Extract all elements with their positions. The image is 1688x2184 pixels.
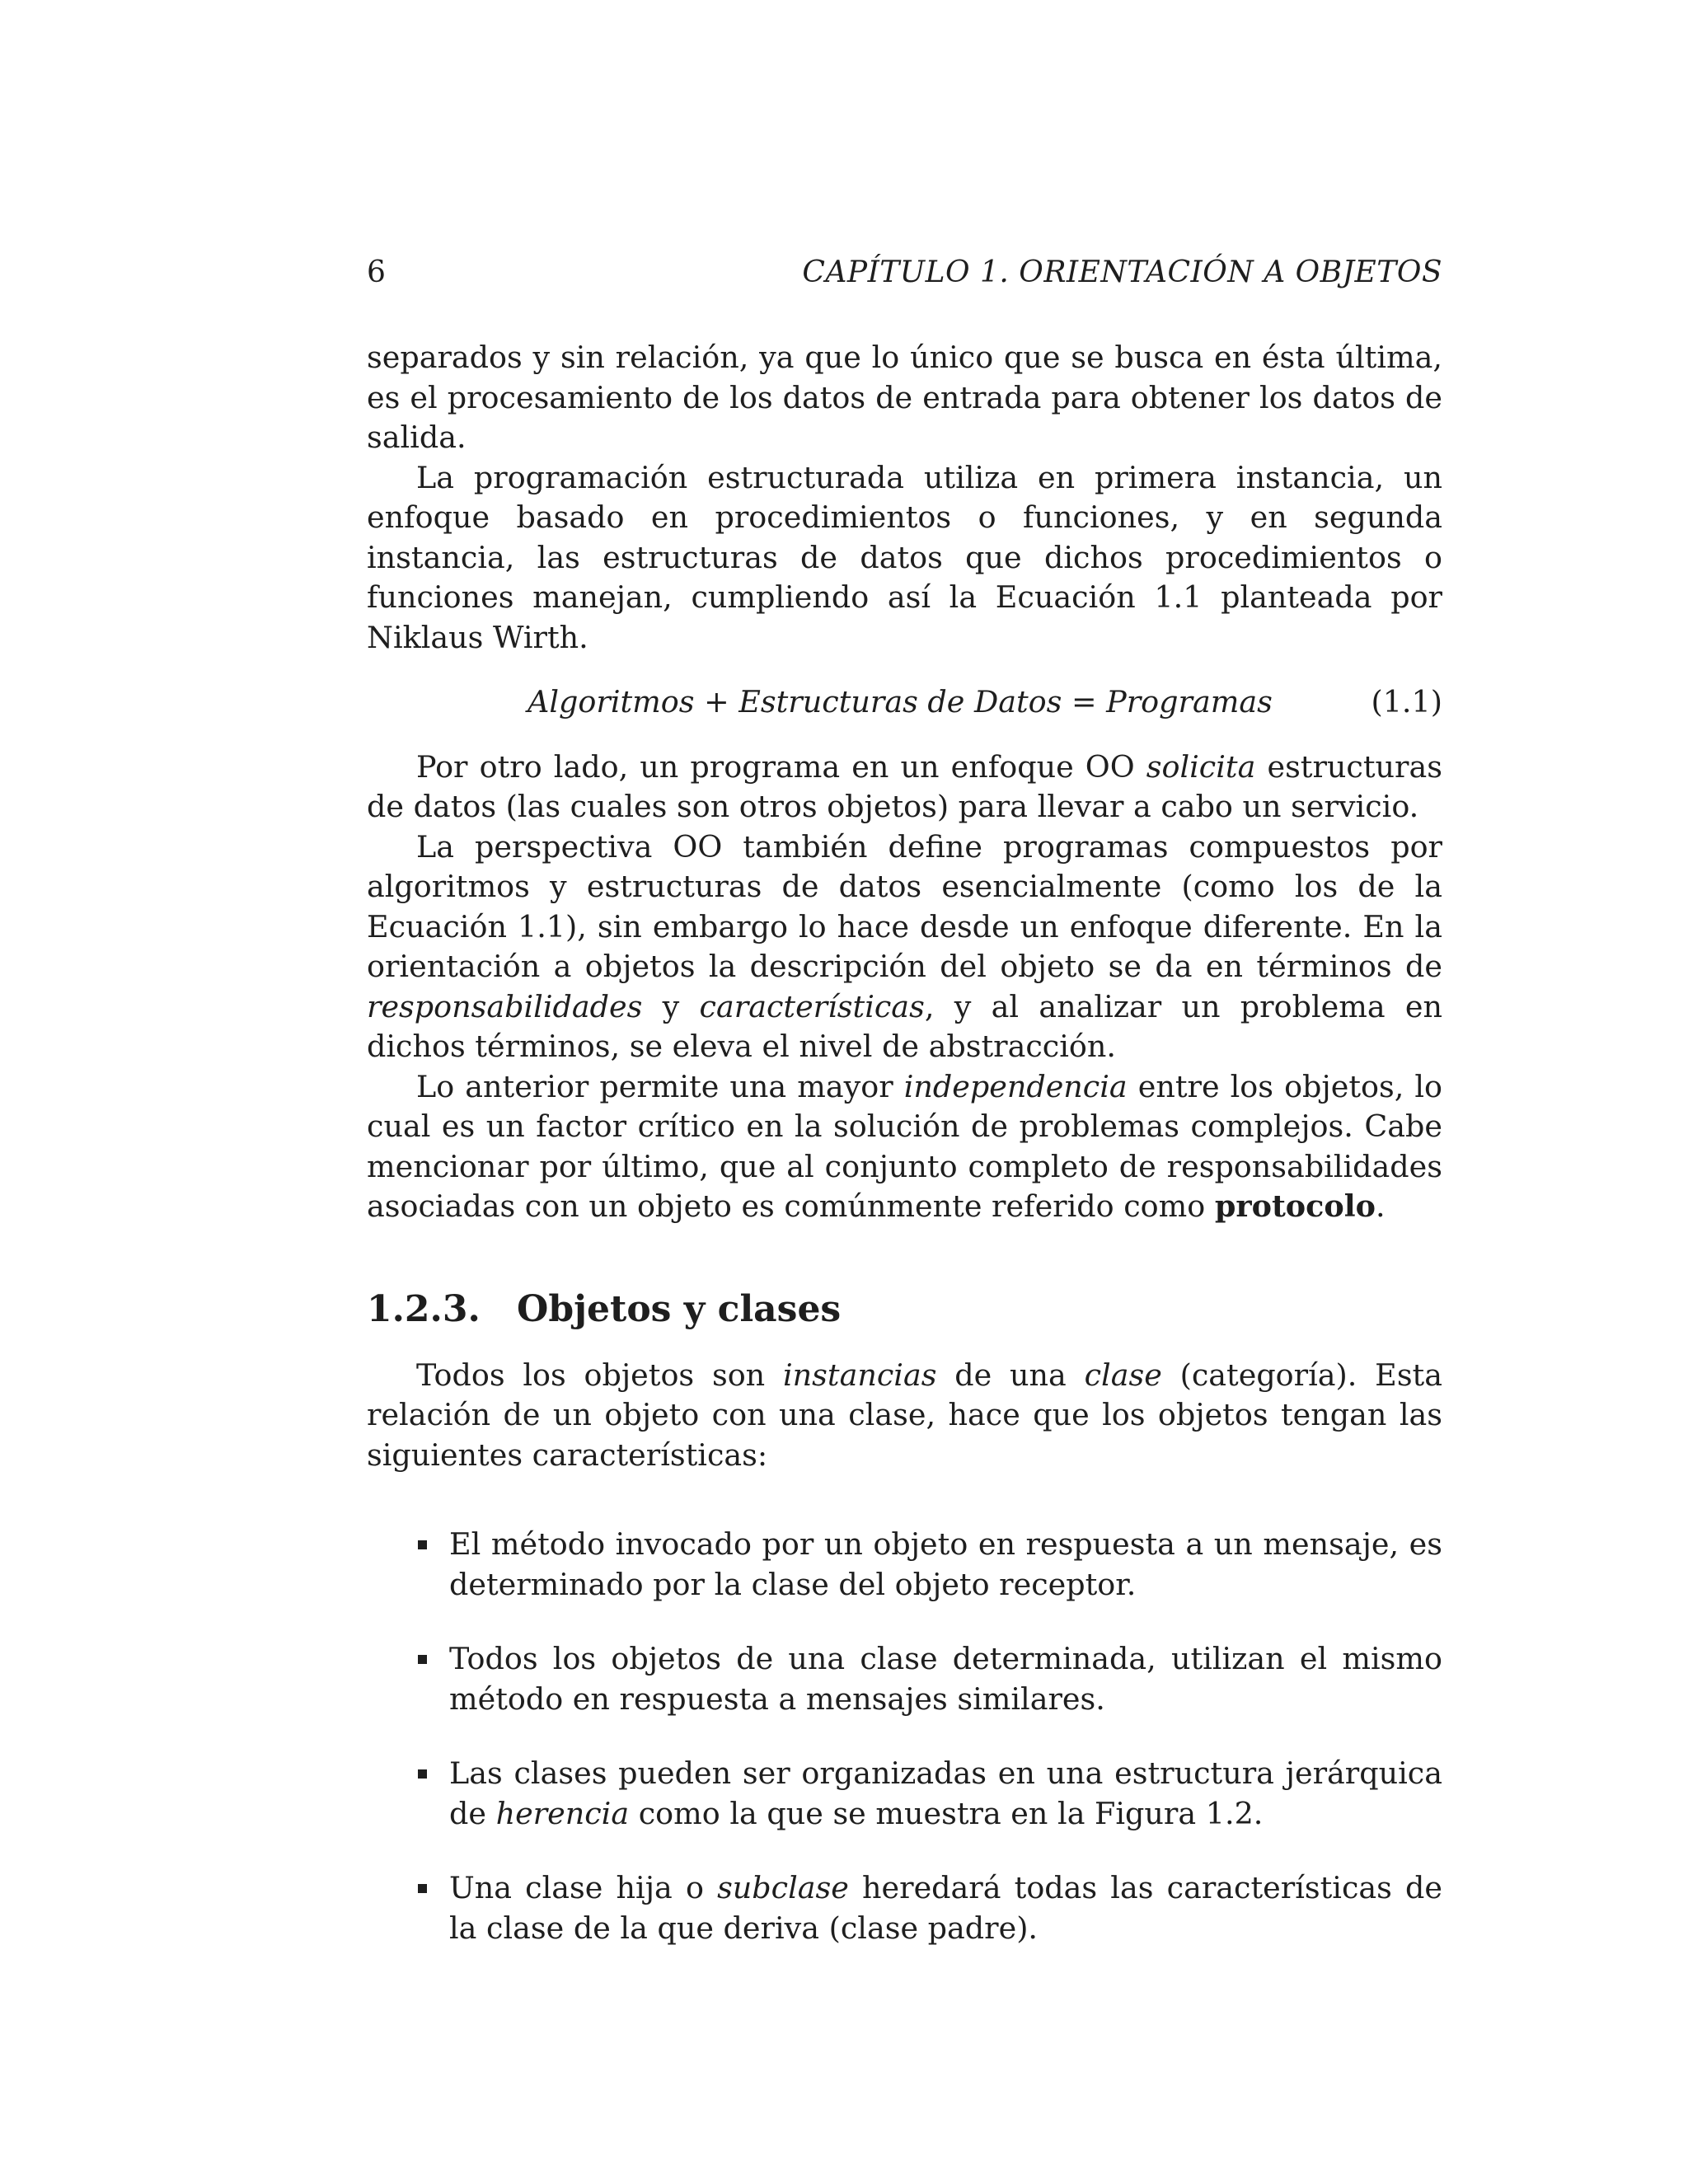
text-run: Las clases pueden ser organizadas en una estructura jerárquica de [449,1755,1442,1831]
section-title: Objetos y clases [517,1287,842,1330]
text-run: Por otro lado, un programa en un enfoque OO [416,748,1146,785]
equation-number: (1.1) [1371,684,1442,719]
text-run: , y al analizar un problema en dichos términos, se eleva el nivel de abstracción. [367,988,1442,1064]
text-run: estructuras de datos (las cuales son otros objetos) para llevar a cabo un servicio. [367,748,1442,824]
section-number: 1.2.3. [367,1287,481,1330]
characteristics-list [367,1525,1442,1948]
running-head: CAPÍTULO 1. ORIENTACIÓN A OBJETOS [802,255,1442,289]
paragraph-continued: separados y sin relación, ya que lo único que se busca en ésta última, es el procesamiento de los datos de entrada para obtener los datos de salida. [367,340,1442,455]
list-item-text: El método invocado por un objeto en respuesta a un mensaje, es determinado por la clase del objeto receptor. [449,1526,1442,1602]
text-run: entre los objetos, lo cual es un factor crítico en la solución de problemas complejos. Cabe mencionar por último, que al conjunto completo de responsabilidades asociadas con un objeto es comúnmente referido como [367,1068,1442,1224]
square-bullet-icon [418,1769,427,1779]
square-bullet-icon [418,1540,427,1549]
emphasis-instancias: instancias [782,1357,937,1393]
emphasis-solicita: solicita [1146,748,1256,785]
emphasis-caracteristicas: características [699,988,925,1024]
text-run: como la que se muestra en la Figura 1.2. [629,1795,1264,1831]
text-run: La perspectiva OO también define programas compuestos por algoritmos y estructuras de datos esencialmente (como los de la Ecuación 1.1), sin embargo lo hace desde un enfoque diferente. En la orientación a objetos la descripción del objeto se da en términos de [367,828,1442,984]
emphasis-independencia: independencia [903,1068,1128,1104]
paragraph-instances [367,1356,1442,1476]
text-run: de una [936,1357,1085,1393]
bold-protocolo: protocolo [1214,1188,1376,1224]
equation-formula: Algoritmos + Estructuras de Datos = Programas [528,684,1273,719]
emphasis-herencia: herencia [495,1795,630,1831]
text-run: Lo anterior permite una mayor [416,1068,904,1104]
square-bullet-icon [418,1655,427,1664]
page-header [367,252,1442,293]
text-run: heredará todas las características de la clase de la que deriva (clase padre). [449,1870,1442,1946]
text-run: Una clase hija o [449,1870,718,1905]
paragraph-oo-perspective [367,827,1442,1067]
text-run: . [1375,1188,1386,1224]
page-body [367,338,1442,1983]
paragraph-structured-programming: La programación estructurada utiliza en primera instancia, un enfoque basado en procedimientos o funciones, y en segunda instancia, las estructuras de datos que dichos procedimientos o funciones manejan, cumpliendo así la Ecuación 1.1 planteada por Niklaus Wirth. [367,459,1442,655]
list-item [367,1525,1442,1605]
square-bullet-icon [418,1884,427,1893]
section-heading [367,1286,1442,1333]
text-run: (categoría). Esta relación de un objeto con una clase, hace que los objetos tengan las siguientes características: [367,1357,1442,1473]
text-run: y [642,988,700,1024]
list-item [367,1868,1442,1948]
equation-1-1 [367,682,1442,723]
list-item [367,1639,1442,1719]
list-item-text: Todos los objetos de una clase determinada, utilizan el mismo método en respuesta a mensajes similares. [449,1641,1442,1717]
paragraph-independence [367,1067,1442,1227]
emphasis-clase: clase [1084,1357,1162,1393]
paragraph-oo-approach [367,748,1442,827]
list-item [367,1754,1442,1834]
text-run: Todos los objetos son [416,1357,783,1393]
page-number: 6 [367,255,386,289]
emphasis-responsabilidades: responsabilidades [367,988,643,1024]
list-item-text [449,1868,1442,1948]
emphasis-subclase: subclase [717,1870,849,1905]
list-item-text [449,1754,1442,1834]
